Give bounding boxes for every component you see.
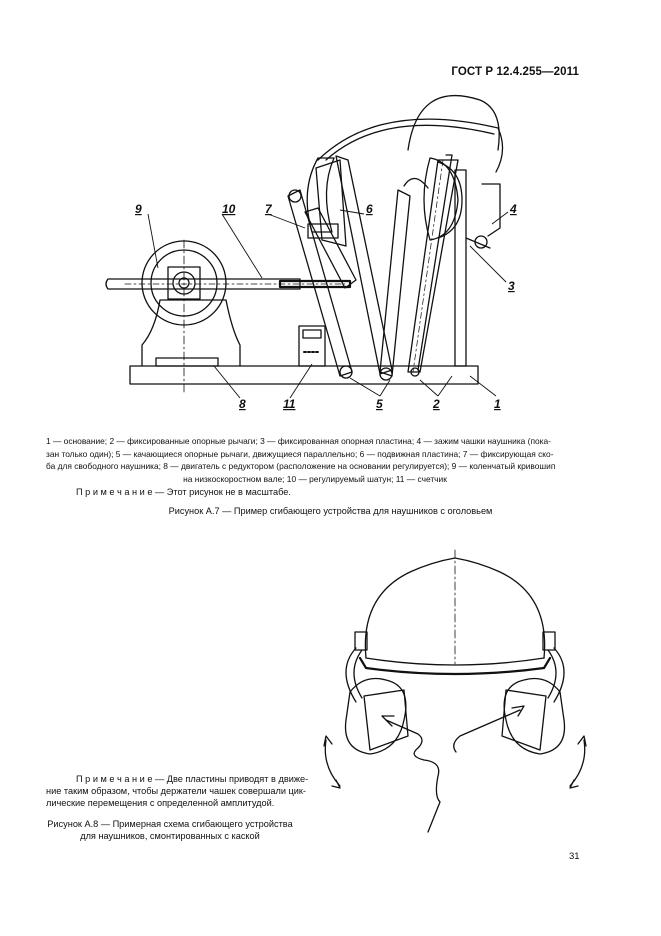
callout-5: 5 xyxy=(376,397,383,411)
caption-line: для наушников, смонтированных с каской xyxy=(80,831,260,841)
standard-header: ГОСТ Р 12.4.255—2011 xyxy=(451,66,579,78)
note-label: П р и м е ч а н и е xyxy=(76,774,153,784)
page-number: 31 xyxy=(569,851,580,862)
figure-a7-caption: Рисунок А.7 — Пример сгибающего устройства для наушников с оголовьем xyxy=(168,506,493,516)
note-text: — Этот рисунок не в масштабе. xyxy=(152,487,291,497)
note-line xyxy=(46,773,336,785)
helmet-brim xyxy=(360,658,550,674)
motion-arrow-right xyxy=(570,740,585,786)
base-plate xyxy=(130,366,478,384)
legend-line: на низкоскоростном вале; 10 — регулируемый шатун; 11 — счетчик xyxy=(183,473,447,484)
callout-6: 6 xyxy=(366,202,373,216)
fixed-support-plate xyxy=(455,170,466,366)
caption-line: Рисунок А.8 — Примерная схема сгибающего устройства xyxy=(47,819,293,829)
figure-a7-note xyxy=(76,487,291,497)
legend-line: ба для свободного наушника; 8 — двигатель с редуктором (расположение на основании регулируется); 9 — коленчатый кривошип xyxy=(46,461,556,472)
figure-a8-caption xyxy=(22,818,318,842)
callout-2: 2 xyxy=(433,397,440,411)
callout-10: 10 xyxy=(222,202,236,216)
figure-a8-note xyxy=(46,773,336,809)
figure-a8-drawing xyxy=(300,540,600,840)
spring-link xyxy=(386,720,440,832)
motor-pedestal xyxy=(142,300,240,366)
note-line: лические перемещения с определенной амплитудой. xyxy=(46,798,275,808)
callout-8: 8 xyxy=(239,397,246,411)
legend-line: 1 — основание; 2 — фиксированные опорные рычаги; 3 — фиксированная опорная пластина; 4 — зажим чашки наушника (пока- xyxy=(46,436,551,446)
ear-cup-right xyxy=(504,679,564,755)
figure-a7-legend xyxy=(46,435,584,485)
fixed-lever-1 xyxy=(408,160,458,372)
callout-11: 11 xyxy=(283,397,296,411)
ear-cup-left xyxy=(346,679,406,755)
note-line: ние таким образом, чтобы держатели чашек совершали цик- xyxy=(46,786,306,796)
callout-7: 7 xyxy=(265,202,272,216)
callout-4: 4 xyxy=(510,202,517,216)
swinging-lever-2 xyxy=(380,190,410,376)
callout-9: 9 xyxy=(135,202,142,216)
legend-line: зан только один); 5 — качающиеся опорные рычаги, движущиеся параллельно; 6 — подвижная пластина; 7 — фиксирующая ско- xyxy=(46,448,554,459)
note-label: П р и м е ч а н и е xyxy=(76,487,153,497)
figure-a7-drawing xyxy=(0,0,661,430)
callout-1: 1 xyxy=(494,397,501,411)
note-text: — Две пластины приводят в движе- xyxy=(152,774,309,784)
callout-3: 3 xyxy=(508,279,515,293)
cup-clamp xyxy=(482,184,500,236)
